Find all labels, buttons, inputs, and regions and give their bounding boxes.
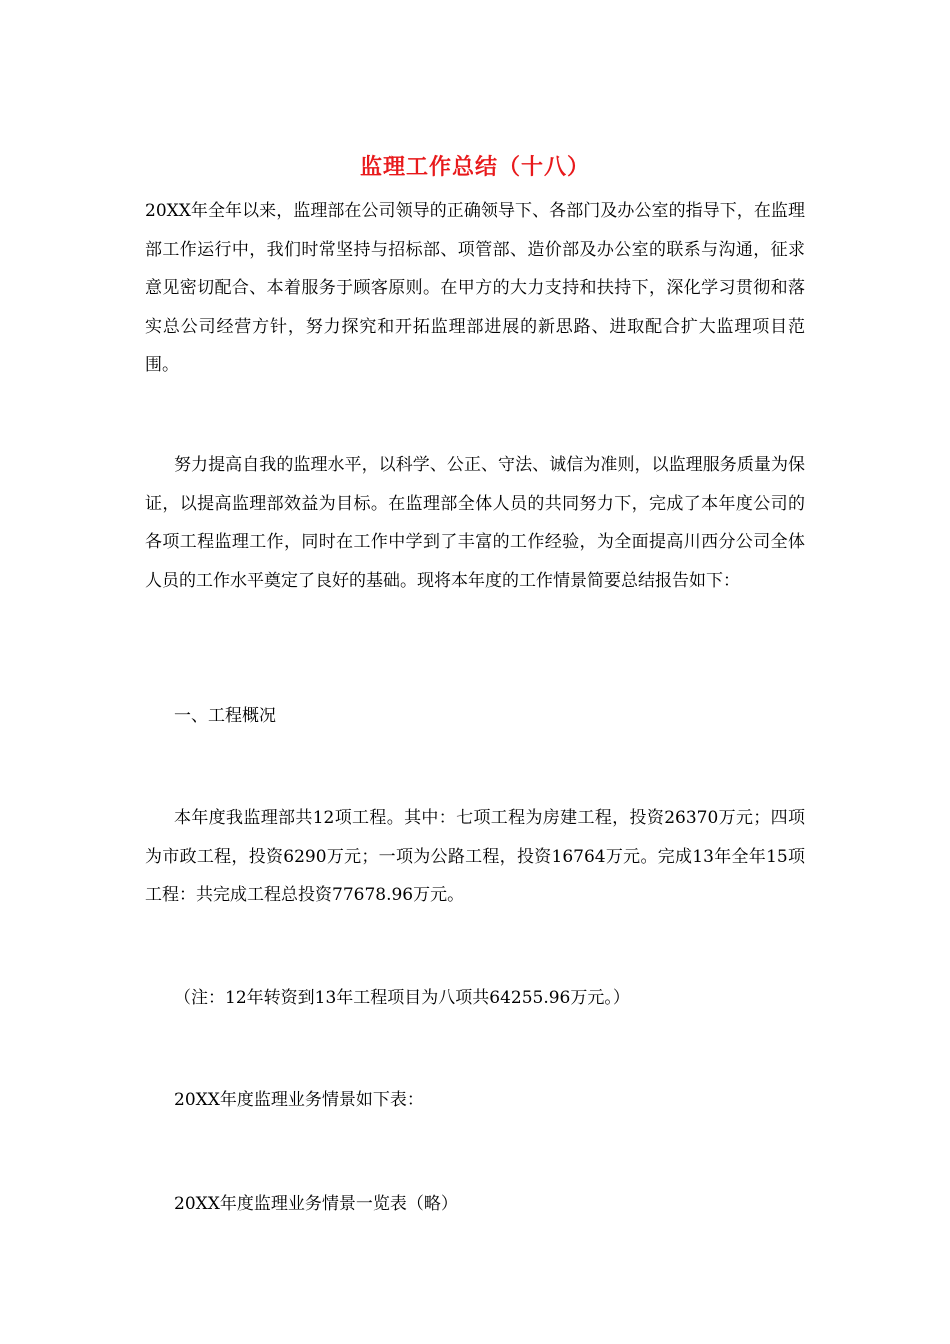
section-heading-project-overview: 一、工程概况: [174, 706, 276, 726]
paragraph-project-summary: 本年度我监理部共12项工程。其中：七项工程为房建工程，投资26370万元；四项为市政工程，投资6290万元；一项为公路工程，投资16764万元。完成13年全年15项工程：共完成工程总投资77678.96万元。: [145, 808, 805, 906]
paragraph-table-caption: 20XX年度监理业务情景一览表（略）: [174, 1194, 458, 1214]
paragraph-goals: 努力提高自我的监理水平，以科学、公正、守法、诚信为准则，以监理服务质量为保证，以提高监理部效益为目标。在监理部全体人员的共同努力下，完成了本年度公司的各项工程监理工作，同时在工作中学到了丰富的工作经验，为全面提高川西分公司全体人员的工作水平奠定了良好的基础。现将本年度的工作情景简要总结报告如下：: [145, 455, 805, 591]
document-title: 监理工作总结（十八）: [359, 155, 590, 180]
paragraph-table-intro: 20XX年度监理业务情景如下表：: [174, 1090, 424, 1110]
paragraph-intro: 20XX年全年以来，监理部在公司领导的正确领导下、各部门及办公室的指导下，在监理部工作运行中，我们时常坚持与招标部、项管部、造价部及办公室的联系与沟通，征求意见密切配合、本着服务于顾客原则。在甲方的大力支持和扶持下，深化学习贯彻和落实总公司经营方针，努力探究和开拓监理部进展的新思路、进取配合扩大监理项目范围。: [145, 201, 805, 376]
paragraph-note: （注：12年转资到13年工程项目为八项共64255.96万元。）: [174, 988, 630, 1008]
